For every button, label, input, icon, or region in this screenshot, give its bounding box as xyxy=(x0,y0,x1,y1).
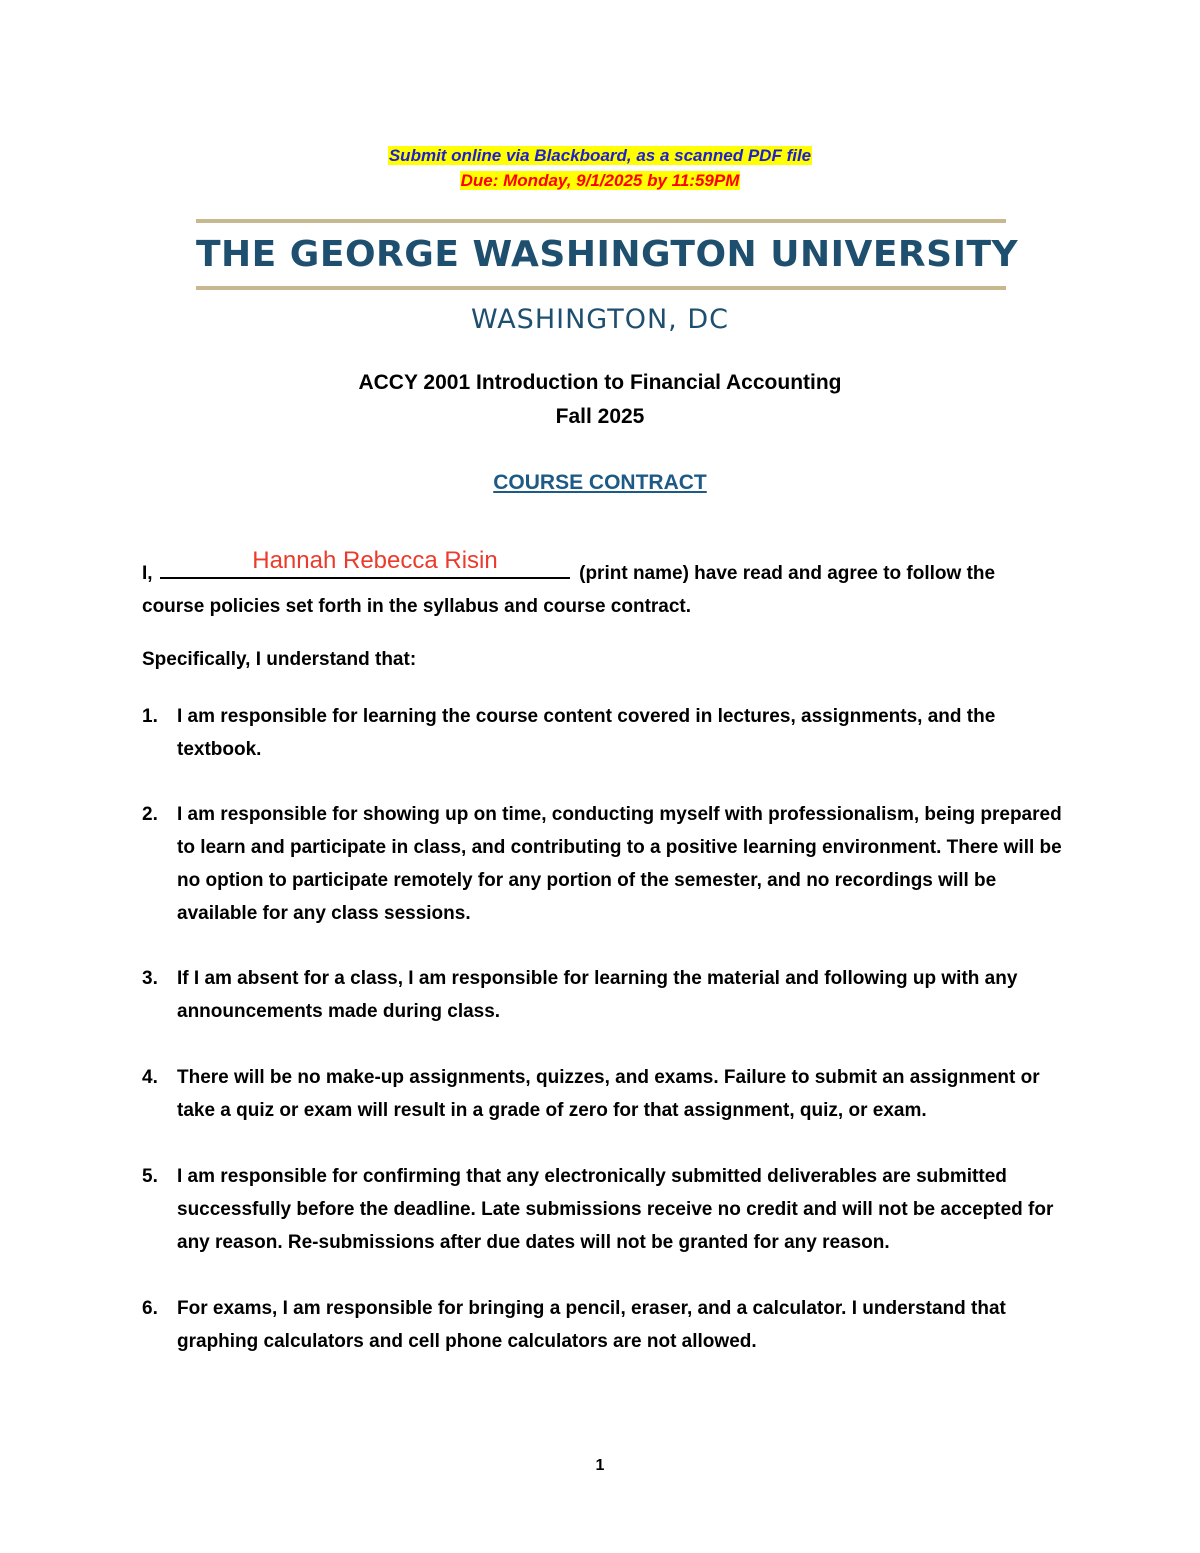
contract-heading xyxy=(0,469,1200,497)
list-item-number: 6. xyxy=(142,1298,158,1319)
logo-rule-bottom xyxy=(196,286,1006,290)
university-logo-name: THE GEORGE WASHINGTON UNIVERSITY xyxy=(196,234,1019,275)
list-item-number: 3. xyxy=(142,968,158,989)
logo-rule-top xyxy=(196,219,1006,223)
list-item-number: 2. xyxy=(142,804,158,825)
list-item xyxy=(142,700,1062,766)
list-item xyxy=(142,1160,1062,1259)
list-item-text: There will be no make-up assignments, quizzes, and exams. Failure to submit an assignment or take a quiz or exam will result in a grade of zero for that assignment, quiz, or exam. xyxy=(177,1067,1040,1121)
agreement-prefix: I, xyxy=(142,563,153,584)
page-number: 1 xyxy=(595,1457,605,1474)
list-item xyxy=(142,962,1062,1028)
agreement-suffix: (print name) have read and agree to follow the course policies set forth in the syllabus and course contract. xyxy=(142,563,996,617)
list-item-text: I am responsible for showing up on time, conducting myself with professionalism, being prepared to learn and participate in class, and contributing to a positive learning environment. There will be no option to participate remotely for any portion of the semester, and no recordings will be available for any class sessions. xyxy=(177,804,1062,924)
list-item-text: If I am absent for a class, I am responsible for learning the material and following up with any announcements made during class. xyxy=(177,968,1018,1022)
course-term: Fall 2025 xyxy=(555,405,645,428)
due-date-notice xyxy=(0,170,1200,192)
list-item-number: 5. xyxy=(142,1166,158,1187)
submission-notice xyxy=(0,145,1200,167)
list-item xyxy=(142,1061,1062,1127)
list-item-text: For exams, I am responsible for bringing a pencil, eraser, and a calculator. I understand that graphing calculators and cell phone calculators are not allowed. xyxy=(177,1298,1006,1352)
due-date-text: Due: Monday, 9/1/2025 by 11:59PM xyxy=(460,171,740,190)
list-item-text: I am responsible for confirming that any electronically submitted deliverables are submitted successfully before the deadline. Late submissions receive no credit and will not be accepted for any reason. Re-submissions after due dates will not be granted for any reason. xyxy=(177,1166,1054,1253)
list-item-text: I am responsible for learning the course content covered in lectures, assignments, and the textbook. xyxy=(177,706,996,760)
list-item xyxy=(142,1292,1062,1358)
specifically-heading: Specifically, I understand that: xyxy=(142,649,417,670)
list-item-number: 1. xyxy=(142,706,158,727)
course-title: ACCY 2001 Introduction to Financial Accounting xyxy=(358,371,842,394)
list-item xyxy=(142,798,1062,930)
printed-name-signature: Hannah Rebecca Risin xyxy=(252,547,498,574)
submission-notice-text: Submit online via Blackboard, as a scanned PDF file xyxy=(388,146,812,165)
list-item-number: 4. xyxy=(142,1067,158,1088)
contract-heading-text: COURSE CONTRACT xyxy=(493,471,707,494)
university-logo-location: WASHINGTON, DC xyxy=(470,304,729,335)
